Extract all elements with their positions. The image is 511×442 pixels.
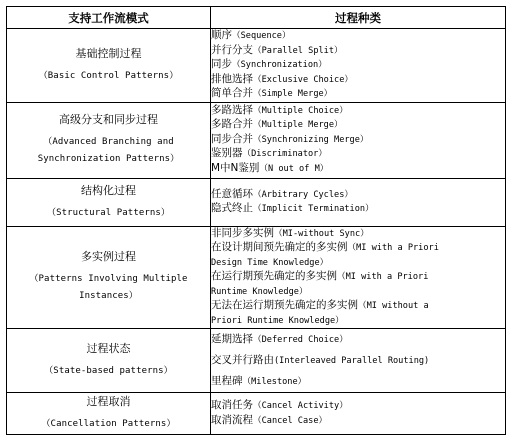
- category-cell: [7, 102, 211, 178]
- list-item: 交叉并行路由(Interleaved Parallel Routing): [211, 354, 430, 366]
- list-item: 简单合并（Simple Merge）: [211, 87, 333, 99]
- list-item-continuation: Design Time Knowledge）: [211, 257, 329, 268]
- list-item: 并行分支（Parallel Split）: [211, 43, 343, 56]
- list-item: 里程碑（Milestone）: [211, 375, 307, 387]
- category-english: （Advanced Branching and: [43, 137, 174, 147]
- list-item: 任意循环（Arbitrary Cycles）: [211, 187, 353, 200]
- category-english: （Cancellation Patterns）: [41, 419, 176, 429]
- category-english-cont: Synchronization Patterns）: [37, 154, 180, 164]
- table-row: [7, 329, 506, 393]
- category-english: （Patterns Involving Multiple: [29, 274, 188, 285]
- category-name: 多实例过程: [81, 250, 136, 264]
- list-item: 延期选择（Deferred Choice）: [211, 333, 348, 345]
- list-item-continuation: Priori Runtime Knowledge）: [211, 315, 344, 326]
- list-item: 无法在运行期预先确定的多实例（MI without a: [211, 299, 429, 311]
- category-english: （State-based patterns）: [44, 366, 173, 376]
- items-cell: [211, 29, 506, 103]
- header-process-types: 过程种类: [211, 7, 506, 29]
- category-name: 高级分支和同步过程: [59, 113, 158, 126]
- list-item: 多路选择（Multiple Choice）: [211, 103, 348, 116]
- header-supported-patterns: 支持工作流模式: [7, 7, 211, 29]
- category-english: （Basic Control Patterns）: [38, 70, 179, 81]
- category-name: 基础控制过程: [75, 46, 142, 60]
- header-row: [7, 7, 506, 29]
- items-cell: [211, 393, 506, 435]
- table-row: [7, 393, 506, 435]
- category-cell: [7, 226, 211, 329]
- items-cell: [211, 226, 506, 329]
- list-item: 非同步多实例（MI-without Sync）: [211, 226, 369, 239]
- category-cell: [7, 329, 211, 393]
- list-item: 隐式终止（Implicit Termination）: [211, 202, 374, 214]
- category-english-cont: Instances）: [79, 291, 138, 302]
- items-cell: [211, 178, 506, 226]
- category-english: （Structural Patterns）: [46, 207, 171, 218]
- category-cell: [7, 393, 211, 435]
- category-name: 过程状态: [86, 342, 131, 355]
- list-item: 排他选择（Exclusive Choice）: [211, 72, 353, 85]
- list-item: 取消流程（Cancel Case）: [211, 413, 328, 426]
- category-cell: [7, 178, 211, 226]
- list-item: 多路合并（Multiple Merge）: [211, 118, 343, 131]
- list-item: 鉴别器（Discriminator）: [211, 147, 327, 160]
- list-item: 同步合并（Synchronizing Merge）: [211, 132, 369, 145]
- list-item-continuation: Runtime Knowledge）: [211, 286, 308, 297]
- list-item: 同步（Synchronization）: [211, 58, 327, 70]
- list-item: M中N鉴别（N out of M）: [211, 161, 329, 174]
- list-item: 在运行期预先确定的多实例（MI with a Priori: [211, 270, 429, 282]
- list-item: 在设计期间预先确定的多实例（MI with a Priori: [211, 241, 439, 253]
- table-row: [7, 29, 506, 103]
- items-cell: [211, 329, 506, 393]
- list-item: 顺序（Sequence）: [211, 29, 291, 41]
- category-cell: [7, 29, 211, 103]
- category-name: 过程取消: [86, 395, 131, 408]
- workflow-patterns-table: [6, 6, 506, 435]
- list-item: 取消任务（Cancel Activity）: [211, 399, 348, 411]
- category-name: 结构化过程: [81, 183, 136, 197]
- table-row: [7, 178, 506, 226]
- table-row: [7, 226, 506, 329]
- table-row: [7, 102, 506, 178]
- items-cell: [211, 102, 506, 178]
